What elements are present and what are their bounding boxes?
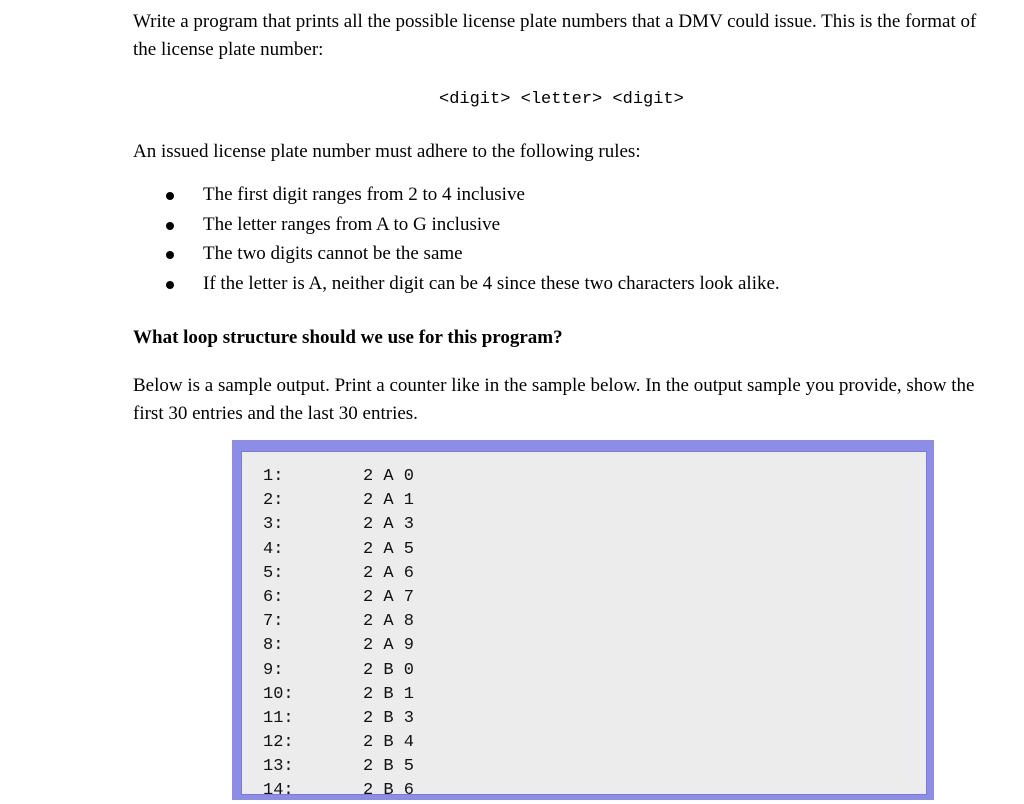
output-row-index: 8:	[263, 636, 284, 656]
sample-output-panel	[241, 451, 927, 801]
output-row-index: 5:	[263, 563, 284, 583]
output-row-index: 14:	[263, 781, 294, 801]
output-row-index: 12:	[263, 733, 294, 753]
sample-intro-paragraph: Below is a sample output. Print a counter like in the sample below. In the output sample you provide, show the first 30 entries and the last 30 entries.	[133, 375, 975, 424]
output-row-index: 10:	[263, 684, 294, 704]
output-row	[263, 610, 414, 634]
output-row-index: 2:	[263, 491, 284, 511]
output-row-index: 4:	[263, 539, 284, 559]
output-row	[263, 707, 414, 731]
output-row	[263, 779, 414, 803]
output-row-plate: 2 A 0	[363, 467, 415, 486]
bullet-icon	[166, 192, 174, 200]
output-row-plate: 2 B 4	[363, 733, 415, 753]
document-body	[133, 8, 1003, 428]
output-row-plate: 2 A 6	[363, 563, 415, 583]
rule-item	[133, 210, 1003, 240]
output-row-plate: 2 B 1	[363, 684, 415, 704]
output-row-plate: 2 A 7	[363, 587, 415, 607]
rule-item	[133, 180, 1003, 210]
output-row-plate: 2 A 5	[363, 539, 415, 559]
output-row	[263, 683, 414, 707]
bullet-icon	[166, 251, 174, 259]
output-row-plate: 2 A 3	[363, 515, 415, 535]
output-row	[263, 489, 414, 513]
output-row-plate: 2 B 3	[363, 708, 415, 728]
output-row	[263, 659, 414, 683]
output-row-index: 3:	[263, 515, 284, 535]
rule-text: The first digit ranges from 2 to 4 inclusive	[203, 184, 525, 205]
plate-format-line: <digit> <letter> <digit>	[439, 90, 684, 109]
output-row	[263, 731, 414, 755]
output-row-plate: 2 B 0	[363, 660, 415, 680]
output-row	[263, 538, 414, 562]
rule-text: The two digits cannot be the same	[203, 243, 463, 264]
sample-output-box	[232, 440, 934, 800]
rule-text: If the letter is A, neither digit can be 4 since these two characters look alike.	[203, 272, 780, 294]
output-row-index: 13:	[263, 757, 294, 777]
rules-list	[133, 180, 1003, 298]
output-row	[263, 586, 414, 610]
rule-text: The letter ranges from A to G inclusive	[203, 213, 501, 235]
output-row-index: 7:	[263, 612, 284, 632]
output-row	[263, 634, 414, 658]
rule-item	[133, 239, 1003, 269]
output-row-index: 6:	[263, 587, 284, 607]
output-row	[263, 465, 414, 489]
output-row-plate: 2 A 9	[363, 636, 415, 656]
output-row-plate: 2 A 1	[363, 491, 415, 511]
output-row-index: 9:	[263, 660, 284, 680]
output-row-plate: 2 B 5	[363, 757, 415, 777]
rules-intro-paragraph: An issued license plate number must adhere to the following rules:	[133, 141, 641, 162]
rule-item	[133, 269, 1003, 299]
output-row-plate: 2 A 8	[363, 612, 415, 632]
output-row-plate: 2 B 6	[363, 781, 415, 801]
output-row	[263, 755, 414, 779]
output-row-index: 11:	[263, 708, 294, 728]
bullet-icon	[166, 222, 174, 230]
question-heading: What loop structure should we use for this program?	[133, 327, 563, 348]
output-row	[263, 562, 414, 586]
bullet-icon	[166, 281, 174, 289]
sample-output-rows	[263, 465, 414, 804]
intro-paragraph: Write a program that prints all the possible license plate numbers that a DMV could issue. This is the format of the license plate number:	[133, 11, 977, 60]
output-row-index: 1:	[263, 467, 284, 486]
output-row	[263, 513, 414, 537]
